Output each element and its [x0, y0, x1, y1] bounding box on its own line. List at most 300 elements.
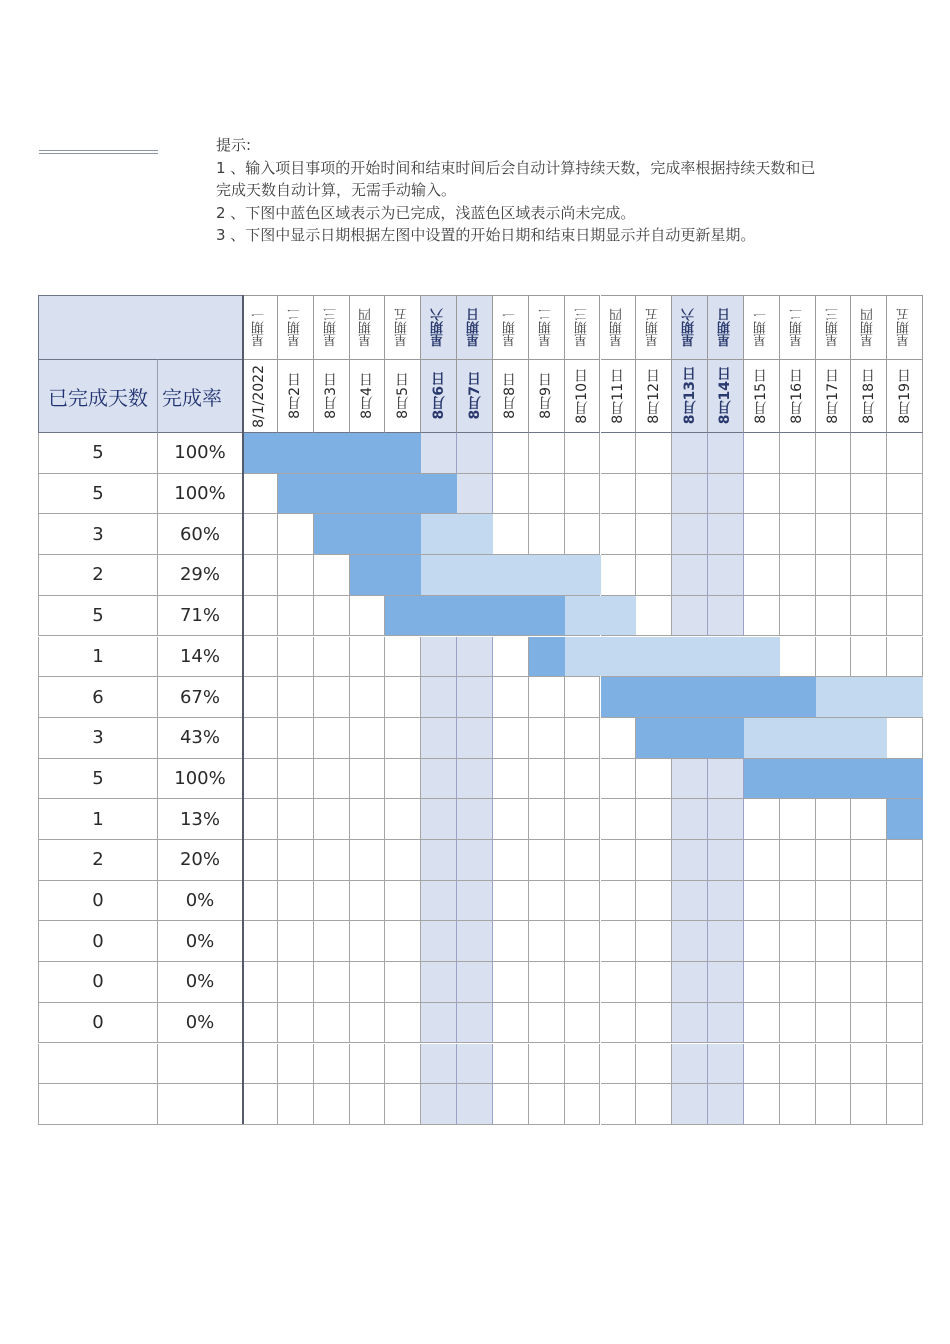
weekday-header: [887, 295, 923, 359]
gantt-grid-cell: [851, 637, 887, 678]
gantt-grid-cell: [636, 962, 672, 1003]
gantt-grid-cell: [350, 596, 386, 637]
gantt-grid-cell: [708, 840, 744, 881]
gantt-grid-cell: [278, 1044, 314, 1085]
gantt-grid-cell: [565, 881, 601, 922]
gantt-grid-cell: [708, 596, 744, 637]
gantt-grid-cell: [565, 433, 601, 474]
gantt-grid-cell: [601, 921, 637, 962]
instructions-note: [216, 134, 906, 247]
gantt-grid-cell: [601, 433, 637, 474]
gantt-grid-cell: [565, 840, 601, 881]
date-header: [780, 359, 816, 433]
gantt-grid-cell: [385, 759, 421, 800]
gantt-grid-cell: [744, 840, 780, 881]
gantt-grid-cell: [708, 881, 744, 922]
gantt-grid-cell: [314, 759, 350, 800]
gantt-grid-cell: [457, 799, 493, 840]
date-label: 8月8日: [502, 373, 519, 419]
weekday-header: [601, 295, 637, 359]
date-label: 8月10日: [574, 368, 591, 424]
completed-days-cell: 0: [38, 1003, 158, 1044]
gantt-grid-cell: [672, 759, 708, 800]
gantt-grid-cell: [744, 1003, 780, 1044]
gantt-grid-cell: [457, 677, 493, 718]
gantt-grid-cell: [887, 718, 923, 759]
weekday-label: 星期五: [897, 308, 913, 347]
date-label: 8月7日: [466, 372, 483, 420]
weekday-label: 星期二: [538, 308, 554, 347]
date-header: [744, 359, 780, 433]
weekday-label: 星期四: [861, 308, 877, 347]
gantt-grid-cell: [601, 1003, 637, 1044]
gantt-grid-cell: [565, 759, 601, 800]
gantt-grid-cell: [672, 474, 708, 515]
gantt-grid-cell: [565, 1044, 601, 1085]
header-completion-rate: 完成率: [158, 359, 242, 433]
header-completed-days: 已完成天数: [38, 359, 158, 433]
weekday-header: [636, 295, 672, 359]
gantt-grid-cell: [887, 962, 923, 1003]
gantt-grid-cell: [601, 840, 637, 881]
date-label: 8月11日: [609, 368, 626, 424]
gantt-grid-cell: [529, 962, 565, 1003]
gantt-grid-cell: [708, 1003, 744, 1044]
gantt-grid-cell: [350, 1084, 386, 1125]
gantt-grid-cell: [636, 555, 672, 596]
gantt-grid-cell: [457, 1044, 493, 1085]
date-header: [350, 359, 386, 433]
completed-bar: [242, 433, 421, 473]
gantt-grid-cell: [708, 1044, 744, 1085]
date-header: [816, 359, 852, 433]
gantt-grid-cell: [816, 962, 852, 1003]
gantt-grid-cell: [851, 1084, 887, 1125]
weekday-header: [565, 295, 601, 359]
date-label: 8月12日: [645, 368, 662, 424]
weekday-header: [350, 295, 386, 359]
remaining-bar: [565, 637, 780, 677]
gantt-grid-cell: [385, 637, 421, 678]
header-corner: [38, 295, 242, 359]
weekday-header: [851, 295, 887, 359]
gantt-grid-cell: [529, 840, 565, 881]
gantt-grid-cell: [278, 759, 314, 800]
date-header: [851, 359, 887, 433]
completion-rate-cell: 20%: [158, 840, 242, 881]
gantt-grid-cell: [851, 1044, 887, 1085]
gantt-grid-cell: [601, 881, 637, 922]
completed-bar: [385, 596, 564, 636]
completed-bar: [278, 474, 457, 514]
gantt-grid-cell: [385, 799, 421, 840]
gantt-grid-cell: [421, 881, 457, 922]
gantt-grid-cell: [350, 677, 386, 718]
gantt-grid-cell: [493, 840, 529, 881]
gantt-grid-cell: [242, 799, 278, 840]
gantt-grid-cell: [242, 962, 278, 1003]
completion-rate-cell: 0%: [158, 962, 242, 1003]
gantt-grid-cell: [636, 1044, 672, 1085]
completion-rate-cell: 100%: [158, 433, 242, 474]
weekday-label: 星期五: [395, 308, 411, 347]
gantt-grid-cell: [636, 799, 672, 840]
gantt-grid-cell: [350, 759, 386, 800]
gantt-grid-cell: [672, 555, 708, 596]
gantt-grid-cell: [601, 759, 637, 800]
gantt-grid-cell: [565, 962, 601, 1003]
gantt-grid-cell: [851, 921, 887, 962]
date-label: 8月6日: [430, 372, 447, 420]
date-label: 8月16日: [789, 368, 806, 424]
weekday-label: 星期六: [682, 308, 698, 347]
gantt-grid-cell: [421, 1084, 457, 1125]
gantt-grid-cell: [493, 637, 529, 678]
gantt-grid-cell: [601, 799, 637, 840]
gantt-grid-cell: [278, 799, 314, 840]
gantt-grid-cell: [421, 718, 457, 759]
gantt-grid-cell: [601, 1044, 637, 1085]
date-header: [278, 359, 314, 433]
completed-bar: [744, 759, 923, 799]
gantt-grid-cell: [744, 921, 780, 962]
gantt-grid-cell: [385, 1044, 421, 1085]
weekday-label: 星期六: [431, 308, 447, 347]
gantt-grid-cell: [780, 596, 816, 637]
weekday-label: 星期四: [359, 308, 375, 347]
gantt-grid-cell: [457, 921, 493, 962]
note-line-2: 2 、下图中蓝色区域表示为已完成，浅蓝色区域表示尚未完成。: [216, 203, 636, 222]
gantt-grid-cell: [493, 514, 529, 555]
gantt-grid-cell: [385, 840, 421, 881]
gantt-grid-cell: [421, 759, 457, 800]
gantt-grid-cell: [529, 881, 565, 922]
completed-bar: [314, 514, 422, 554]
gantt-grid-cell: [314, 921, 350, 962]
gantt-grid-cell: [887, 1084, 923, 1125]
weekday-header: [493, 295, 529, 359]
gantt-grid-cell: [493, 474, 529, 515]
gantt-grid-cell: [780, 433, 816, 474]
gantt-grid-cell: [529, 514, 565, 555]
completion-rate-cell: 100%: [158, 759, 242, 800]
gantt-grid-cell: [816, 1084, 852, 1125]
gantt-grid-cell: [780, 1044, 816, 1085]
gantt-grid-cell: [851, 962, 887, 1003]
gantt-grid-cell: [242, 921, 278, 962]
completion-rate-cell: 0%: [158, 881, 242, 922]
gantt-grid-cell: [636, 1084, 672, 1125]
completed-days-cell: 5: [38, 596, 158, 637]
gantt-grid-cell: [708, 555, 744, 596]
date-label: 8月18日: [860, 368, 877, 424]
gantt-grid-cell: [385, 677, 421, 718]
gantt-grid-cell: [242, 759, 278, 800]
gantt-grid-cell: [457, 474, 493, 515]
completed-days-cell: 5: [38, 759, 158, 800]
gantt-grid-cell: [242, 718, 278, 759]
gantt-grid-cell: [851, 596, 887, 637]
gantt-grid-cell: [350, 718, 386, 759]
gantt-grid-cell: [887, 881, 923, 922]
weekday-label: 星期一: [251, 308, 267, 347]
weekday-header: [421, 295, 457, 359]
gantt-grid-cell: [529, 921, 565, 962]
gantt-grid-cell: [887, 514, 923, 555]
gantt-grid-cell: [636, 596, 672, 637]
completed-days-cell: 0: [38, 962, 158, 1003]
date-header: [708, 359, 744, 433]
gantt-grid-cell: [887, 474, 923, 515]
gantt-grid-cell: [780, 962, 816, 1003]
completed-bar: [601, 677, 816, 717]
gantt-grid-cell: [780, 799, 816, 840]
gantt-grid-cell: [421, 677, 457, 718]
weekday-header: [780, 295, 816, 359]
gantt-grid-cell: [744, 433, 780, 474]
gantt-grid-cell: [314, 596, 350, 637]
gantt-grid-cell: [780, 555, 816, 596]
gantt-grid-cell: [672, 514, 708, 555]
weekday-label: 星期四: [610, 308, 626, 347]
gantt-grid-cell: [816, 596, 852, 637]
gantt-grid-cell: [565, 718, 601, 759]
completed-days-cell: 2: [38, 555, 158, 596]
gantt-grid-cell: [314, 555, 350, 596]
gantt-grid-cell: [708, 799, 744, 840]
gantt-grid-cell: [851, 1003, 887, 1044]
gantt-grid-cell: [421, 921, 457, 962]
gantt-grid-cell: [565, 1084, 601, 1125]
date-header: [421, 359, 457, 433]
weekday-label: 星期五: [646, 308, 662, 347]
gantt-grid-cell: [242, 881, 278, 922]
note-line-1: 1 、输入项目事项的开始时间和结束时间后会自动计算持续天数，完成率根据持续天数和已: [216, 158, 816, 177]
weekday-header: [385, 295, 421, 359]
gantt-grid-cell: [529, 718, 565, 759]
date-label: 8月19日: [896, 368, 913, 424]
weekday-header: [744, 295, 780, 359]
weekday-label: 星期日: [717, 308, 733, 347]
gantt-grid-cell: [493, 1044, 529, 1085]
gantt-grid-cell: [457, 840, 493, 881]
gantt-grid-cell: [529, 433, 565, 474]
gantt-grid-cell: [350, 1003, 386, 1044]
gantt-grid-cell: [636, 1003, 672, 1044]
remaining-bar: [816, 677, 924, 717]
gantt-grid-cell: [672, 840, 708, 881]
date-label: 8月17日: [825, 368, 842, 424]
completion-rate-cell: 0%: [158, 1003, 242, 1044]
gantt-grid-cell: [278, 677, 314, 718]
gantt-grid-cell: [851, 799, 887, 840]
gantt-grid-cell: [816, 1003, 852, 1044]
gantt-grid-cell: [421, 799, 457, 840]
gantt-grid-cell: [278, 718, 314, 759]
weekday-header: [708, 295, 744, 359]
gantt-grid-cell: [457, 1084, 493, 1125]
date-header: [601, 359, 637, 433]
gantt-grid-cell: [242, 637, 278, 678]
completion-rate-cell: 67%: [158, 677, 242, 718]
completion-rate-cell: 13%: [158, 799, 242, 840]
gantt-grid-cell: [457, 881, 493, 922]
gantt-grid-cell: [493, 433, 529, 474]
gantt-grid-cell: [744, 514, 780, 555]
remaining-bar: [744, 718, 887, 758]
gantt-grid-cell: [421, 637, 457, 678]
completion-rate-cell: 43%: [158, 718, 242, 759]
gantt-grid-cell: [780, 921, 816, 962]
gantt-grid-cell: [744, 1044, 780, 1085]
gantt-grid-cell: [350, 962, 386, 1003]
gantt-grid-cell: [242, 677, 278, 718]
completed-days-cell: 6: [38, 677, 158, 718]
date-header: [314, 359, 350, 433]
date-label: 8月9日: [538, 373, 555, 419]
note-line-3: 3 、下图中显示日期根据左图中设置的开始日期和结束日期显示并自动更新星期。: [216, 226, 756, 244]
weekday-label: 星期日: [467, 308, 483, 347]
gantt-grid-cell: [708, 921, 744, 962]
gantt-grid-cell: [565, 474, 601, 515]
date-header: [529, 359, 565, 433]
completion-rate-cell: [158, 1084, 242, 1125]
completed-bar: [887, 799, 923, 839]
gantt-grid-cell: [780, 1003, 816, 1044]
gantt-grid-cell: [672, 921, 708, 962]
gantt-grid-cell: [278, 596, 314, 637]
gantt-grid-cell: [242, 1003, 278, 1044]
gantt-grid-cell: [636, 759, 672, 800]
gantt-grid-cell: [887, 921, 923, 962]
left-table-divider: [242, 295, 244, 1124]
gantt-grid-cell: [529, 1084, 565, 1125]
gantt-grid-cell: [529, 1003, 565, 1044]
gantt-grid-cell: [314, 1084, 350, 1125]
gantt-grid-cell: [314, 840, 350, 881]
gantt-grid-cell: [780, 840, 816, 881]
gantt-grid-cell: [672, 962, 708, 1003]
gantt-grid-cell: [278, 1084, 314, 1125]
gantt-grid-cell: [816, 433, 852, 474]
date-header: [565, 359, 601, 433]
gantt-sheet: [38, 295, 924, 1124]
gantt-grid-cell: [242, 1084, 278, 1125]
gantt-grid-cell: [493, 881, 529, 922]
gantt-grid-cell: [816, 1044, 852, 1085]
gantt-grid-cell: [636, 881, 672, 922]
weekday-label: 星期一: [753, 308, 769, 347]
date-header: [887, 359, 923, 433]
date-label: 8月2日: [287, 373, 304, 419]
gantt-grid-cell: [350, 881, 386, 922]
date-label: 8月13日: [681, 367, 698, 425]
gantt-grid-cell: [242, 555, 278, 596]
gantt-grid-cell: [457, 962, 493, 1003]
weekday-label: 星期三: [574, 308, 590, 347]
weekday-label: 星期三: [825, 308, 841, 347]
gantt-grid-cell: [457, 1003, 493, 1044]
gantt-grid-cell: [816, 921, 852, 962]
gantt-grid-cell: [493, 962, 529, 1003]
gantt-grid-cell: [457, 433, 493, 474]
weekday-label: 星期二: [287, 308, 303, 347]
weekday-label: 星期三: [323, 308, 339, 347]
completed-days-cell: 2: [38, 840, 158, 881]
completed-days-cell: 1: [38, 637, 158, 678]
gantt-grid-cell: [493, 759, 529, 800]
completed-days-cell: 0: [38, 881, 158, 922]
gantt-grid-cell: [493, 799, 529, 840]
gantt-grid-cell: [851, 555, 887, 596]
gantt-grid-cell: [601, 718, 637, 759]
date-header: [457, 359, 493, 433]
date-label: 8月4日: [358, 373, 375, 419]
gantt-grid-cell: [493, 1084, 529, 1125]
gantt-grid-cell: [421, 1003, 457, 1044]
gantt-grid-cell: [887, 1003, 923, 1044]
completion-rate-cell: 0%: [158, 921, 242, 962]
gantt-grid-cell: [385, 1003, 421, 1044]
gantt-grid-cell: [493, 718, 529, 759]
gantt-grid-cell: [672, 1003, 708, 1044]
gantt-grid-cell: [708, 433, 744, 474]
gantt-grid-cell: [851, 881, 887, 922]
completed-bar: [529, 637, 565, 677]
completed-days-cell: 3: [38, 718, 158, 759]
gantt-grid-cell: [529, 759, 565, 800]
weekday-header: [816, 295, 852, 359]
gantt-grid-cell: [565, 799, 601, 840]
date-header: [493, 359, 529, 433]
date-label: 8月14日: [717, 367, 734, 425]
completed-days-cell: [38, 1084, 158, 1125]
gantt-grid-cell: [744, 962, 780, 1003]
note-title: 提示:: [216, 136, 252, 154]
gantt-grid-cell: [314, 881, 350, 922]
gantt-grid-cell: [708, 962, 744, 1003]
completed-days-cell: 1: [38, 799, 158, 840]
gantt-grid-cell: [672, 1044, 708, 1085]
gantt-grid-cell: [242, 1044, 278, 1085]
gantt-grid-cell: [529, 1044, 565, 1085]
gantt-grid-cell: [816, 799, 852, 840]
gantt-grid-cell: [601, 962, 637, 1003]
gantt-grid-cell: [529, 799, 565, 840]
gantt-grid-cell: [565, 514, 601, 555]
weekday-label: 星期二: [789, 308, 805, 347]
date-label: 8月15日: [753, 368, 770, 424]
gantt-grid-cell: [887, 555, 923, 596]
gantt-grid-cell: [350, 637, 386, 678]
gantt-grid-cell: [744, 474, 780, 515]
completed-days-cell: 0: [38, 921, 158, 962]
gantt-grid-cell: [314, 1044, 350, 1085]
gantt-grid-cell: [350, 1044, 386, 1085]
accent-rule: [39, 150, 158, 154]
gantt-grid-cell: [887, 840, 923, 881]
date-label: 8月3日: [323, 373, 340, 419]
completion-rate-cell: 71%: [158, 596, 242, 637]
weekday-label: 星期一: [502, 308, 518, 347]
gantt-grid-cell: [385, 962, 421, 1003]
weekday-header: [672, 295, 708, 359]
gantt-grid-cell: [350, 799, 386, 840]
gantt-grid-cell: [314, 718, 350, 759]
gantt-grid-cell: [636, 921, 672, 962]
gantt-grid-cell: [780, 474, 816, 515]
gantt-grid-cell: [278, 881, 314, 922]
